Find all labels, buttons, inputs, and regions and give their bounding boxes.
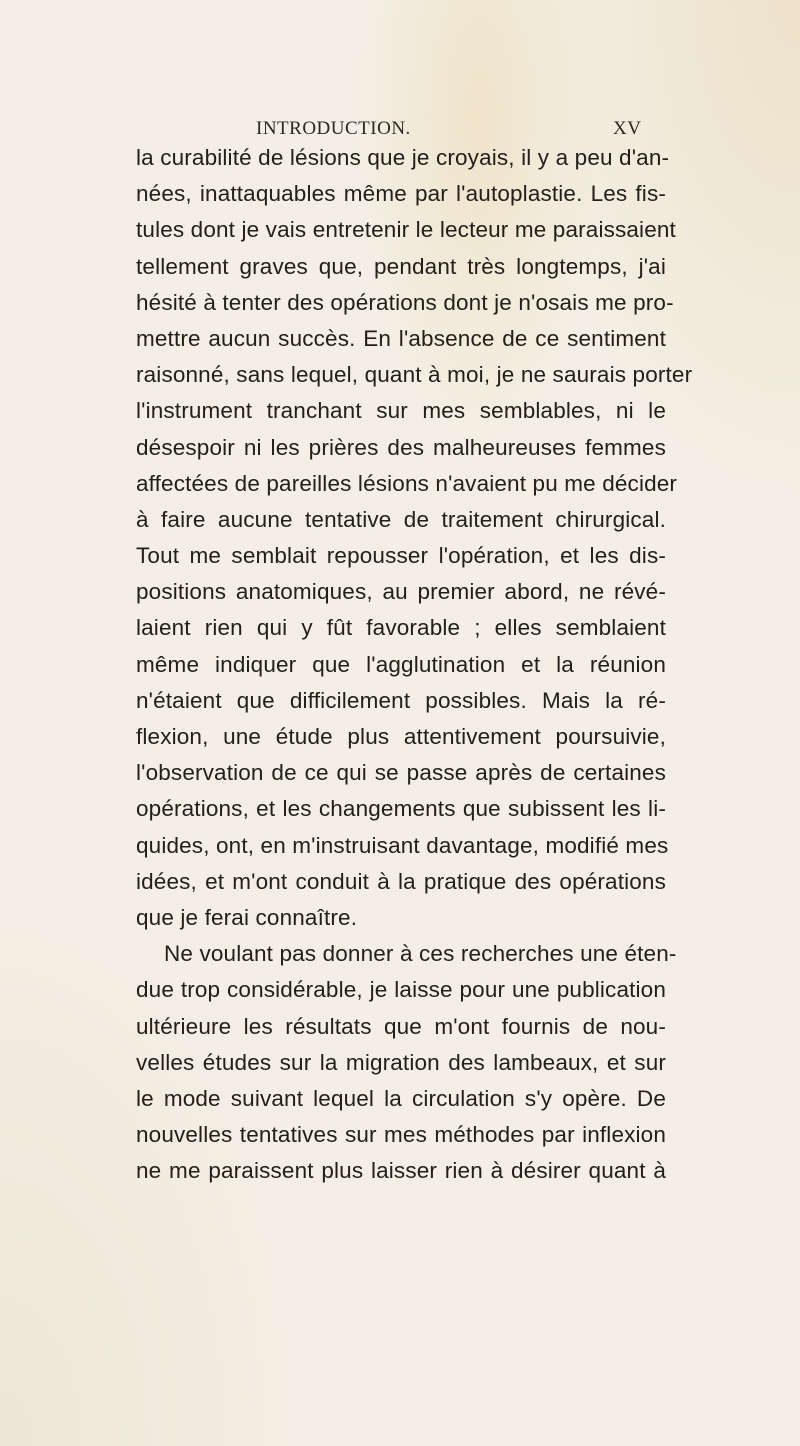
text-line: affectées de pareilles lésions n'avaient pu me décider <box>136 470 678 496</box>
running-head: INTRODUCTION. <box>256 118 411 139</box>
text-line: idées, et m'ont conduit à la pratique des opérations <box>136 868 666 894</box>
text-line: même indiquer que l'agglutination et la réunion <box>136 651 666 677</box>
text-line: nouvelles tentatives sur mes méthodes par inflexion <box>136 1122 666 1148</box>
text-line: nées, inattaquables même par l'autoplastie. Les fis- <box>136 181 666 207</box>
text-line: à faire aucune tentative de traitement chirurgical. <box>136 506 666 532</box>
text-line: le mode suivant lequel la circulation s'y opère. De <box>136 1085 666 1111</box>
body-text <box>136 140 693 1189</box>
text-line: Ne voulant pas donner à ces recherches une éten- <box>164 941 677 967</box>
text-line: laient rien qui y fût favorable ; elles semblaient <box>136 615 666 641</box>
text-line: velles études sur la migration des lambeaux, et sur <box>136 1049 666 1075</box>
text-line: mettre aucun succès. En l'absence de ce sentiment <box>136 325 666 351</box>
text-line: ultérieure les résultats que m'ont fournis de nou- <box>136 1013 666 1039</box>
text-line: raisonné, sans lequel, quant à moi, je ne saurais porter <box>136 362 693 388</box>
text-line: positions anatomiques, au premier abord, ne révé- <box>136 579 666 605</box>
text-line: opérations, et les changements que subissent les li- <box>136 796 666 822</box>
text-line: tules dont je vais entretenir le lecteur me paraissaient <box>136 217 676 243</box>
page-header <box>256 118 656 142</box>
text-line: n'étaient que difficilement possibles. Mais la ré- <box>136 687 666 713</box>
text-line: désespoir ni les prières des malheureuses femmes <box>136 434 666 460</box>
text-line: Tout me semblait repousser l'opération, et les dis- <box>136 543 666 569</box>
text-line: due trop considérable, je laisse pour une publication <box>136 977 666 1003</box>
text-line: tellement graves que, pendant très longtemps, j'ai <box>136 253 666 279</box>
page-number: XV <box>613 118 642 139</box>
text-line: hésité à tenter des opérations dont je n'osais me pro- <box>136 289 674 315</box>
text-line: flexion, une étude plus attentivement poursuivie, <box>136 724 666 749</box>
text-line: l'instrument tranchant sur mes semblables, ni le <box>136 398 666 424</box>
text-line: ne me paraissent plus laisser rien à désirer quant à <box>136 1158 666 1184</box>
text-line: l'observation de ce qui se passe après de certaines <box>136 760 666 786</box>
text-line: la curabilité de lésions que je croyais, il y a peu d'an- <box>136 145 670 170</box>
text-line: quides, ont, en m'instruisant davantage, modifié mes <box>136 832 669 858</box>
text-line: que je ferai connaître. <box>136 904 358 930</box>
